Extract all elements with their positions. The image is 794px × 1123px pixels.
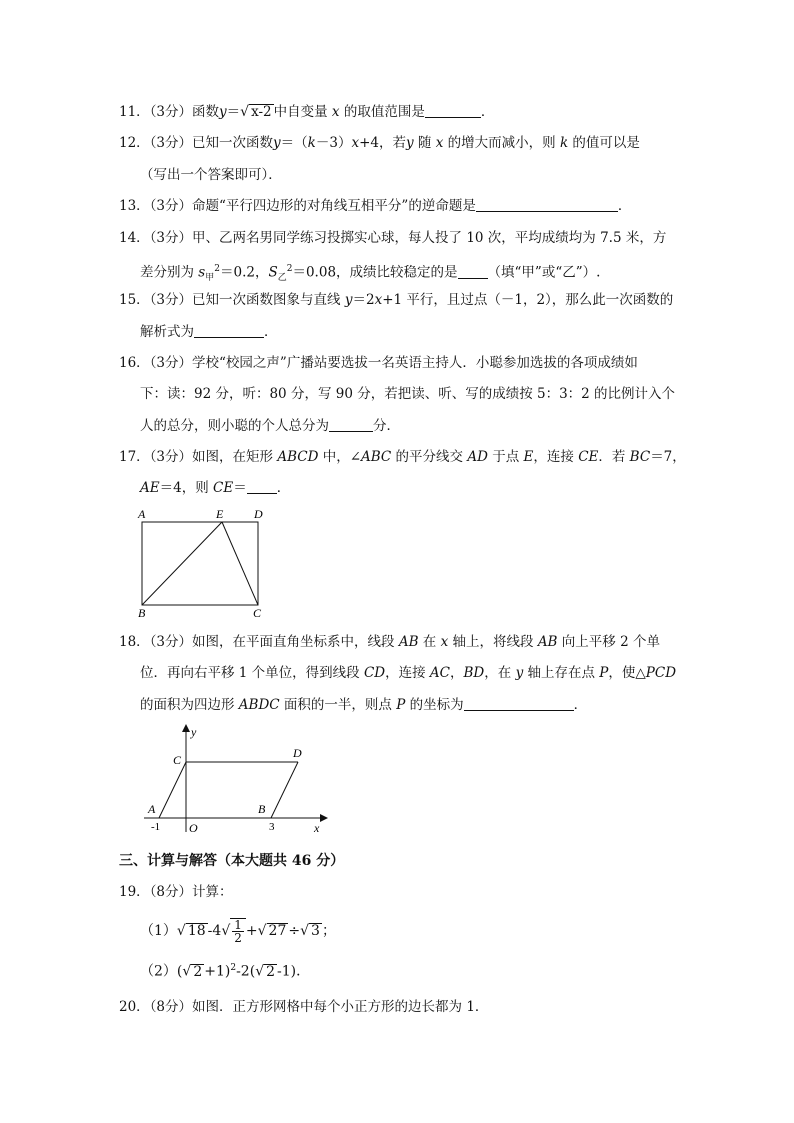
q18-text: 轴上存在点 (523, 665, 600, 681)
q12-var: x (351, 135, 360, 151)
answer-blank-11[interactable] (425, 103, 481, 118)
q18-text: ， (450, 665, 464, 681)
label-x: x (314, 821, 320, 835)
q17-var: ABC (361, 449, 392, 465)
q18-text: 向上平移 2 个单 (557, 634, 660, 650)
q19-divide: ÷ (288, 923, 301, 939)
q17-text: ＝4，则 (159, 480, 213, 496)
q17-var: CE (213, 480, 234, 496)
q12-text3: －3） (315, 135, 352, 151)
q18-var: PCD (645, 665, 677, 681)
y-axis-arrow (182, 724, 190, 732)
q13-points: （3分） (149, 198, 193, 214)
q20-number: 20． (119, 999, 150, 1015)
question-16-line3 (140, 416, 400, 436)
question-16 (119, 353, 638, 373)
q19-text: 计算： (192, 884, 233, 900)
question-12-line2: （写出一个答案即可）． (140, 167, 282, 183)
label-a: A (138, 507, 146, 521)
answer-blank-14[interactable] (458, 264, 488, 279)
q19-exponent: 2 (230, 963, 237, 973)
sqrt-symbol: √ (255, 963, 265, 980)
label-d: D (293, 746, 302, 760)
q15-text: ＝2 (352, 292, 375, 308)
q17-text: ，连接 (533, 449, 579, 465)
q18-text: ，使△ (608, 665, 646, 681)
q18-var: P (396, 697, 406, 713)
q17-text: 的平分线交 (391, 449, 468, 465)
q19-plus1: +1) (204, 963, 231, 980)
question-15 (119, 290, 673, 310)
q14-text: （填“甲”或“乙”）. (487, 264, 601, 281)
sqrt-symbol: √ (182, 963, 192, 980)
q19-plus: + (245, 923, 258, 939)
q18-points: （3分） (149, 634, 193, 650)
q19-paren: ( (176, 963, 183, 980)
segment-bd (271, 762, 298, 818)
q18-var: BD (463, 665, 485, 681)
sqrt-symbol: √ (176, 923, 186, 939)
question-15-line2 (140, 322, 278, 342)
q18-number: 18． (119, 634, 150, 650)
q18-text: 位．再向右平移 1 个单位，得到线段 (140, 665, 364, 681)
q14-text: ＝0.08，成绩比较稳定的是 (292, 264, 458, 281)
q17-number: 17． (119, 449, 150, 465)
question-18-line2 (140, 663, 676, 683)
q15-text: +1 平行，且过点（－1，2），那么此一次函数的 (382, 292, 674, 308)
q14-number: 14． (119, 230, 150, 246)
tick-label-3: 3 (269, 821, 275, 833)
q16-text: 分． (373, 418, 400, 434)
q19-tail: -1) (277, 963, 297, 980)
label-c: C (173, 753, 182, 767)
label-y: y (191, 725, 197, 739)
q12-text7: 的值可以是 (568, 135, 640, 151)
answer-blank-18[interactable] (464, 696, 574, 711)
q11-end: ． (480, 104, 495, 120)
q18-text: 的面积为四边形 (140, 697, 239, 713)
radicand-2: 2 (266, 963, 276, 980)
q14-var: s (198, 264, 206, 281)
q13-text: 命题“平行四边形的对角线互相平分”的逆命题是 (192, 198, 476, 214)
q15-var: y (344, 292, 353, 308)
label-b: B (258, 802, 266, 816)
q11-var-y: y (219, 104, 227, 120)
question-20 (119, 997, 488, 1017)
q13-end: ． (617, 198, 632, 214)
q11-eq: ＝ (226, 104, 241, 120)
question-18-line3 (140, 695, 587, 715)
q17-end: ． (276, 480, 291, 496)
question-19 (119, 882, 233, 902)
q12-text6: 的增大而减小，则 (443, 135, 560, 151)
q15-end: ． (264, 324, 278, 340)
q19-number: 19． (119, 884, 150, 900)
rectangle-outline (142, 522, 258, 605)
label-e: E (216, 507, 224, 521)
q15-var: x (374, 292, 383, 308)
q11-text3: 的取值范围是 (339, 104, 425, 120)
question-18 (119, 632, 660, 652)
label-c: C (253, 606, 262, 620)
frac-numerator: 1 (234, 917, 242, 932)
q20-text: 如图．正方形网格中每个小正方形的边长都为 1． (192, 999, 489, 1015)
q11-number: 11． (119, 104, 150, 120)
answer-blank-15[interactable] (194, 323, 264, 338)
q18-text: 的坐标为 (405, 697, 464, 713)
q18-text: 如图，在平面直角坐标系中，线段 (192, 634, 399, 650)
segment-ce (222, 522, 258, 605)
q12-text2: ＝（ (280, 135, 308, 151)
q12-points: （3分） (149, 135, 193, 151)
q12-text5: 随 (413, 135, 436, 151)
q12-var: k (307, 135, 316, 151)
q17-text: 中，∠ (318, 449, 362, 465)
question-11 (119, 102, 494, 122)
question-14-line2 (140, 259, 600, 288)
q18-var: y (515, 665, 524, 681)
q15-text: 已知一次函数图象与直线 (192, 292, 345, 308)
question-14 (119, 228, 666, 248)
q14-sup: 2 (286, 264, 293, 274)
q14-points: （3分） (149, 230, 193, 246)
q19-minus4: -4 (207, 923, 222, 939)
q20-points: （8分） (149, 999, 193, 1015)
q18-var: x (440, 634, 449, 650)
q18-var: P (599, 665, 609, 681)
q18-var: AC (429, 665, 451, 681)
answer-blank-16[interactable] (329, 417, 373, 432)
q15-number: 15． (119, 292, 150, 308)
label-d: D (254, 507, 263, 521)
section-heading: 三、计算与解答（本大题共 46 分） (119, 853, 345, 869)
q12-text: 已知一次函数 (192, 135, 274, 151)
x-axis-arrow (320, 814, 328, 822)
q12-var: y (405, 135, 414, 151)
tick-label-neg1: -1 (151, 821, 161, 833)
q18-text: ，连接 (385, 665, 430, 681)
q16-number: 16． (119, 355, 150, 371)
figure-coordinate-plane (138, 722, 338, 840)
q14-var: S (268, 264, 278, 281)
q18-var: CD (363, 665, 386, 681)
q16-points: （3分） (149, 355, 193, 371)
segment-be (142, 522, 222, 605)
q19-part2 (140, 958, 310, 982)
q16-text: 学校“校园之声”广播站要选拔一名英语主持人．小聪参加选拔的各项成绩如 (192, 355, 638, 371)
q18-var: AB (398, 634, 419, 650)
q14-sub: 乙 (277, 273, 287, 284)
q18-text: 轴上，将线段 (448, 634, 538, 650)
q17-text: 如图，在矩形 (192, 449, 278, 465)
answer-blank-17[interactable] (247, 479, 277, 494)
q19-mid: -2( (236, 963, 256, 980)
radicand-2: 2 (193, 963, 203, 980)
q17-text: 于点 (487, 449, 524, 465)
figure-rectangle-abcd (130, 503, 280, 621)
sqrt-symbol: √ (300, 923, 310, 939)
q12-var: x (435, 135, 444, 151)
q19-part-label: （1） (140, 923, 177, 939)
q19-dot: ． (296, 963, 311, 980)
q19-part1 (140, 916, 336, 946)
radicand-18: 18 (187, 923, 206, 939)
q12-var: y (273, 135, 281, 151)
q17-var: BC (629, 449, 651, 465)
q16-text: 人的总分，则小聪的个人总分为 (140, 418, 329, 434)
answer-blank-13[interactable] (476, 197, 618, 212)
question-17-line2 (140, 478, 290, 498)
q11-text: 函数 (192, 104, 220, 120)
q19-part-label: （2） (140, 963, 177, 980)
q19-semicolon: ； (321, 923, 336, 939)
q17-var: AD (467, 449, 488, 465)
q11-radicand: x-2 (251, 104, 272, 120)
label-o: O (189, 821, 198, 835)
question-17 (119, 447, 686, 467)
q17-var: CE (578, 449, 599, 465)
radicand-27: 27 (268, 923, 287, 939)
q18-var: ABDC (238, 697, 280, 713)
q17-var: E (523, 449, 534, 465)
q18-text: ，在 (484, 665, 516, 681)
q17-text: ＝ (233, 480, 247, 496)
question-12 (119, 133, 640, 153)
q17-points: （3分） (149, 449, 193, 465)
q14-text: 甲、乙两名男同学练习投掷实心球，每人投了 10 次，平均成绩均为 7.5 米，方 (192, 230, 667, 246)
radicand-3: 3 (311, 923, 320, 939)
q18-end: ． (573, 697, 588, 713)
frac-denominator: 2 (234, 930, 242, 945)
segment-ac (159, 762, 186, 818)
q12-number: 12． (119, 135, 150, 151)
q15-points: （3分） (149, 292, 193, 308)
q19-points: （8分） (149, 884, 193, 900)
q11-text2: 中自变量 (273, 104, 332, 120)
q12-var: k (559, 135, 569, 151)
q18-var: AB (537, 634, 558, 650)
q17-var: AE (140, 480, 160, 496)
q14-sup: 2 (214, 264, 220, 274)
question-16-line2: 下：读：92 分，听：80 分，写 90 分，若把读、听、写的成绩按 5：3：2 的比例计入个 (140, 386, 676, 402)
q18-text: 在 (418, 634, 441, 650)
q13-number: 13． (119, 198, 150, 214)
q11-points: （3分） (149, 104, 193, 120)
q14-text: ＝0.2， (219, 264, 269, 281)
q14-text: 差分别为 (140, 264, 199, 281)
q12-text4: +4，若 (359, 135, 406, 151)
sqrt-symbol: √ (221, 923, 231, 939)
q15-text: 解析式为 (140, 324, 194, 340)
q18-text: 面积的一半，则点 (279, 697, 397, 713)
q17-text: ＝7， (650, 449, 686, 465)
question-13 (119, 196, 631, 216)
sqrt-symbol: √ (257, 923, 267, 939)
q11-var-x: x (331, 104, 340, 120)
radicand-half (230, 918, 246, 944)
q17-text: ．若 (598, 449, 630, 465)
label-b: B (138, 606, 146, 620)
q17-var: ABCD (277, 449, 319, 465)
q14-sub: 甲 (205, 273, 215, 284)
sqrt-symbol: √ (240, 104, 250, 120)
label-a: A (148, 802, 156, 816)
